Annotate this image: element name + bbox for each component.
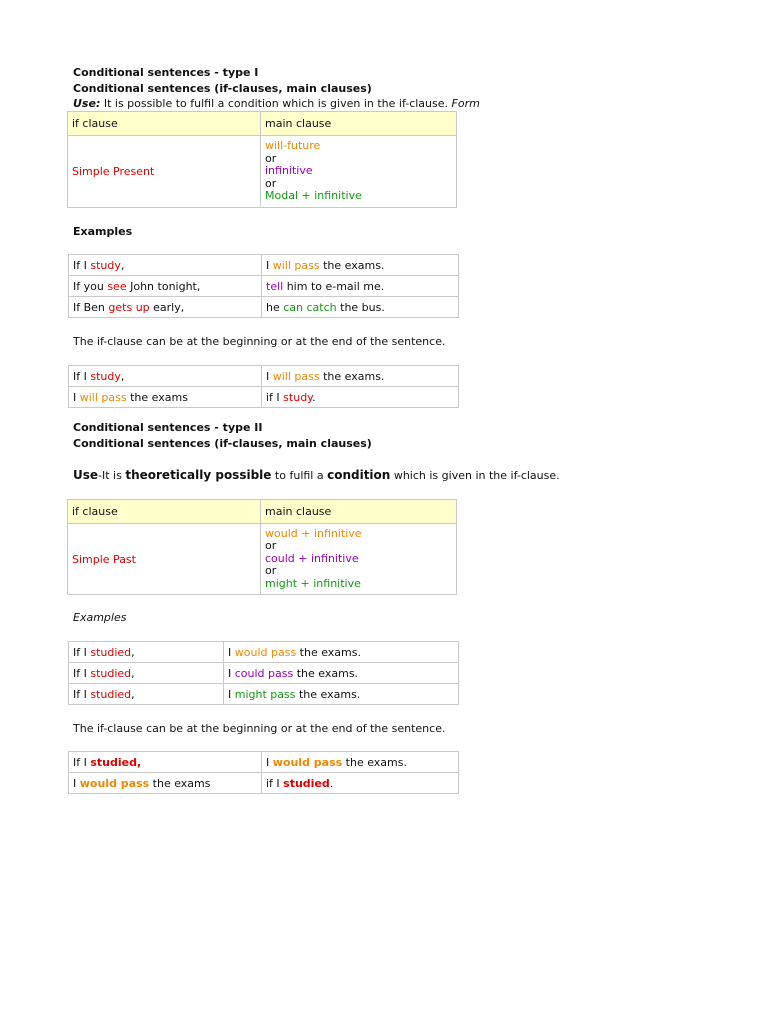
table-row: I would pass the exams if I studied. <box>69 773 459 794</box>
type2-examples-table <box>68 641 459 705</box>
table-row: If I study, I will pass the exams. <box>69 366 459 387</box>
table-row: If I studied, I might pass the exams. <box>69 684 459 705</box>
type1-subheading: Conditional sentences (if-clauses, main clauses) <box>73 82 372 95</box>
form-label: Form <box>451 97 480 110</box>
table-row: If I studied, I would pass the exams. <box>69 752 459 773</box>
if-clause-value: Simple Past <box>68 524 261 595</box>
type1-use-line <box>73 97 480 110</box>
use-label: Use <box>73 468 99 482</box>
type2-subheading: Conditional sentences (if-clauses, main clauses) <box>73 437 372 450</box>
main-line: might + infinitive <box>265 576 361 590</box>
table-row: If I studied, I would pass the exams. <box>69 642 459 663</box>
main-line: could + infinitive <box>265 551 359 565</box>
main-line: or <box>265 539 277 553</box>
type1-examples-table <box>68 254 459 318</box>
type1-examples-label: Examples <box>73 225 133 238</box>
table-row: If I study, I will pass the exams. <box>69 255 459 276</box>
use-text: It is possible to fulfil a condition which is given in the if-clause. <box>100 97 452 110</box>
table-row: If you see John tonight, tell him to e-mail me. <box>69 276 459 297</box>
col-if-clause: if clause <box>68 500 261 524</box>
type2-form-table <box>67 499 457 595</box>
table-row: I will pass the exams if I study. <box>69 387 459 408</box>
main-line: or <box>265 564 277 578</box>
table-row: If I studied, I could pass the exams. <box>69 663 459 684</box>
type2-note: The if-clause can be at the beginning or at the end of the sentence. <box>73 722 446 735</box>
main-clause-value <box>261 524 457 595</box>
type2-heading: Conditional sentences - type II <box>73 421 263 434</box>
main-line: infinitive <box>265 164 313 178</box>
type1-note: The if-clause can be at the beginning or at the end of the sentence. <box>73 335 446 348</box>
main-line: or <box>265 151 277 165</box>
use-label: Use: <box>73 97 101 110</box>
main-line: Modal + infinitive <box>265 189 362 203</box>
main-line: or <box>265 176 277 190</box>
main-line: will-future <box>265 139 321 153</box>
type1-order-table <box>68 365 459 408</box>
if-clause-value: Simple Present <box>68 136 261 208</box>
main-clause-value <box>261 136 457 208</box>
type2-use-line: Use-It is theoretically possible to fulfil a condition which is given in the if-clause. <box>73 468 560 482</box>
type2-examples-label: Examples <box>73 611 127 624</box>
type2-order-table <box>68 751 459 794</box>
col-if-clause: if clause <box>68 112 261 136</box>
type1-heading: Conditional sentences - type I <box>73 66 259 79</box>
type1-form-table <box>67 111 457 208</box>
col-main-clause: main clause <box>261 112 457 136</box>
table-row: If Ben gets up early, he can catch the bus. <box>69 297 459 318</box>
main-line: would + infinitive <box>265 526 362 540</box>
col-main-clause: main clause <box>261 500 457 524</box>
